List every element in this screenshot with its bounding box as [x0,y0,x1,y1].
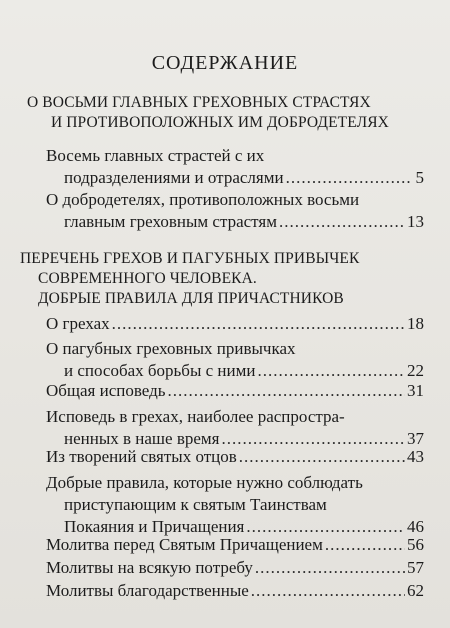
toc-entry-text: Восемь главных страстей с их [46,146,265,165]
toc-entry-text: Исповедь в грехах, наиболее распростра- [46,407,345,426]
leader-dots [255,557,405,579]
toc-entry-text: главным греховным страстям [64,212,277,231]
toc-entry-page: 56 [407,535,424,554]
toc-entry-page: 57 [407,558,424,577]
toc-entry[interactable] [46,145,424,189]
toc-entry[interactable] [46,406,424,450]
toc-entry-text: О грехах [46,314,110,333]
toc-entry-text: подразделениями и отраслями [64,168,284,187]
toc-entry-page: 46 [407,517,424,536]
toc-entry[interactable] [46,580,424,602]
toc-entry[interactable] [46,313,424,335]
toc-entry-text: Общая исповедь [46,381,166,400]
section-heading-line: О ВОСЬМИ ГЛАВНЫХ ГРЕХОВНЫХ СТРАСТЯХ [27,94,371,111]
toc-entry-page: 31 [407,381,424,400]
section-heading-line: И ПРОТИВОПОЛОЖНЫХ ИМ ДОБРОДЕТЕЛЯХ [51,114,389,131]
section-heading-line: СОВРЕМЕННОГО ЧЕЛОВЕКА. [38,270,257,287]
toc-entry[interactable] [46,189,424,233]
toc-entry-page: 5 [415,168,424,187]
leader-dots [239,446,405,468]
leader-dots [279,211,405,233]
toc-entry-page: 18 [407,314,424,333]
toc-entry-text: О пагубных греховных привычках [46,339,296,358]
toc-entry-page: 13 [407,212,424,231]
section-heading [27,93,389,133]
toc-entry-page: 43 [407,447,424,466]
toc-entry-text: ненных в наше время [64,429,220,448]
toc-entry[interactable] [46,380,424,402]
toc-entry[interactable] [46,338,424,382]
leader-dots [168,380,405,402]
section-heading-line: ДОБРЫЕ ПРАВИЛА ДЛЯ ПРИЧАСТНИКОВ [38,290,344,307]
toc-entry-page: 37 [407,429,424,448]
section-heading [20,249,359,309]
toc-entry-text: Молитва перед Святым Причащением [46,535,323,554]
toc-entry[interactable] [46,472,424,538]
leader-dots [257,360,405,382]
toc-entry[interactable] [46,557,424,579]
toc-entry-text: Добрые правила, которые нужно соблюдать [46,473,363,492]
toc-entry-text: и способах борьбы с ними [64,361,256,380]
leader-dots [325,534,405,556]
leader-dots [286,167,412,189]
leader-dots [251,580,405,602]
page-title: СОДЕРЖАНИЕ [151,52,299,74]
toc-entry-text: Покаяния и Причащения [64,517,245,536]
toc-entry-text: О добродетелях, противоположных восьми [46,190,360,209]
toc-entry-text: Из творений святых отцов [46,447,237,466]
toc-entry-text: приступающим к святым Таинствам [64,495,327,514]
toc-entry[interactable] [46,534,424,556]
section-heading-line: ПЕРЕЧЕНЬ ГРЕХОВ И ПАГУБНЫХ ПРИВЫЧЕК [20,250,360,267]
toc-entry-page: 62 [407,581,424,600]
toc-entry[interactable] [46,446,424,468]
leader-dots [112,313,405,335]
toc-entry-text: Молитвы благодарственные [46,581,249,600]
toc-entry-page: 22 [407,361,424,380]
toc-entry-text: Молитвы на всякую потребу [46,558,253,577]
